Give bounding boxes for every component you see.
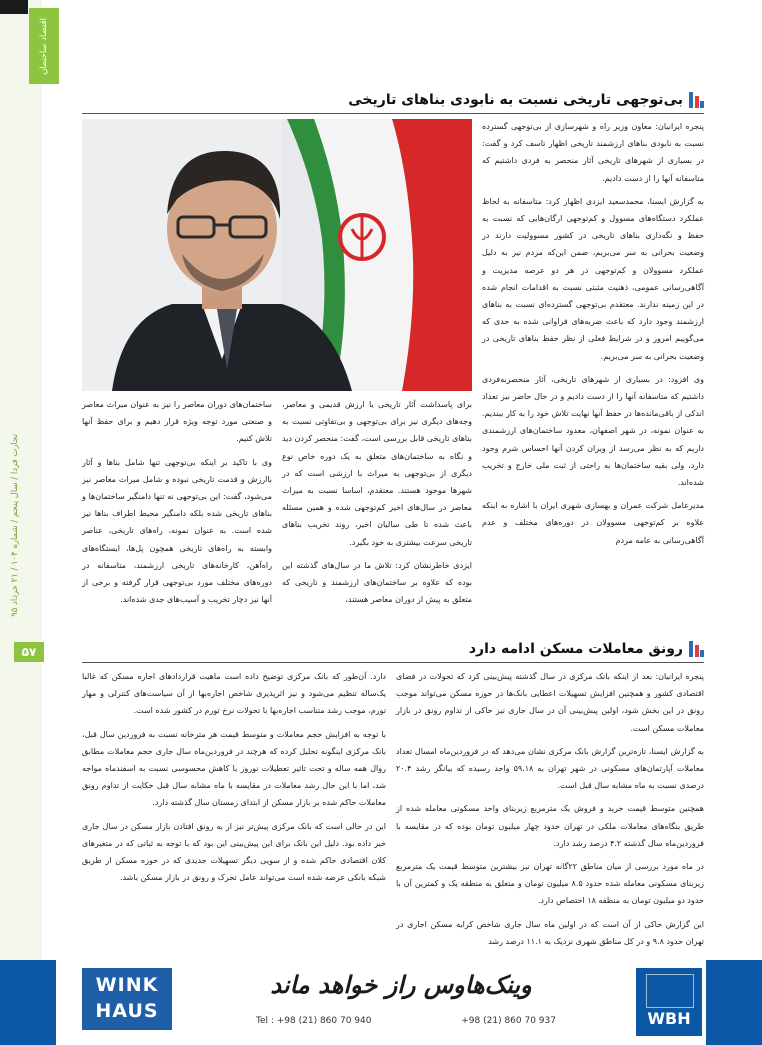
article1-photo (82, 119, 472, 391)
article1-paragraph: ساختمان‌های دوران معاصر را نیز به عنوان میراث معاصر و صنعتی مورد توجه ویژه قرار دهیم و برای حفظ آنها تلاش کنیم. (82, 400, 272, 444)
page-number: ۵۷ (14, 642, 44, 662)
article1-paragraph: برای پاسداشت آثار تاریخی یا ارزش قدیمی و معاصر، وجه‌های دیگری نیز برای بی‌توجهی و بی‌تفاوتی نسبت به بناهای تاریخی قابل بررسی است، گفت: منحصر کردن دید و نگاه به ساختمان‌های متعلق به یک دوره خاص نوع دیگری از بی‌توجهی به میراث با ارزشی است که در شهرها موجود هستند. معتقدم، اساسا نسبت به میراث معاصر در سال‌های اخیر کم‌توجهی شده و همین مسئله باعث شده تا طی سالیان اخیر، روند تخریب بناهای تاریخی سرعت بیشتری به خود بگیرد. (282, 400, 472, 547)
wbh-logo-label: WBH (647, 1009, 691, 1028)
article2-paragraph: به گزارش ایسنا، تازه‌ترین گزارش بانک مرکزی نشان می‌دهد که در فروردین‌ماه امسال تعداد معاملات آپارتمان‌های مسکونی در شهر تهران به ۵۹.۱۸ واحد رسیده که بیانگر رشد ۲۰.۴ درصدی نسبت به ماه مشابه سال قبل است. (396, 746, 705, 791)
issue-meta (6, 420, 24, 630)
ad-slogan: وینک‌هاوس راز خواهد ماند (270, 970, 532, 999)
article2-column-left (82, 668, 386, 892)
article2-paragraph: در ماه مورد بررسی از میان مناطق ۲۲گانه تهران نیز بیشترین متوسط قیمت یک مترمربع زیربنای مسکونی معامله شده حدود ۸.۵ میلیون تومان و متعلق به منطقه یک و کمترین آن با حدود دو میلیون تومان به منطقه ۱۸ اختصاص دارد. (396, 862, 704, 906)
window-grid-icon (646, 974, 694, 1008)
article1-paragraph: پنجره ایرانیان: معاون وزیر راه و شهرسازی از بی‌توجهی گسترده نسبت به نابودی بناهای ارزشمند تاریخی اظهار تاسف کرد و گفت: در بسیاری از شهرهای تاریخی آثار منحصر به فردی داشتیم که متاسفانه آنها را از دست دادیم. (482, 122, 704, 183)
ad-phone-numbers (256, 1016, 556, 1026)
article1-paragraph: وی با تاکید بر اینکه بی‌توجهی تنها شامل بناها و آثار باارزش و قدمت تاریخی نبوده و شامل میراث معاصر نیز می‌شود، گفت: این بی‌توجهی نه تنها دامنگیر ساختمان‌ها و بناهای تاریخی شده بلکه دامنگیر محیط اطراف بناها نیز شده است. به عنوان نمونه، راه‌های تاریخی، عناصر وابسته به راه‌های تاریخی همچون پل‌ها، ایستگاه‌های راه‌آهن، کارخانه‌های تاریخی ارزشمند، متاسفانه در دوره‌های مختلف مورد بی‌توجهی قرار گرفته و برخی از آنها نیز دچار تخریب و آسیب‌های جدی شده‌اند. (82, 457, 272, 605)
footer-advertisement (0, 960, 762, 1045)
article1-headline (348, 92, 704, 108)
article1-paragraph: ایزدی خاطرنشان کرد: تلاش ما در سال‌های گذشته این بوده که علاوه بر ساختمان‌های ارزشمند و تاریخی که متعلق به پیش از دوران معاصر هستند، (282, 560, 472, 605)
article1-title: بی‌توجهی تاریخی نسبت به نابودی بناهای تاریخی (348, 92, 683, 108)
article2-column-right (396, 668, 704, 956)
bar-chart-icon (689, 641, 704, 657)
article1-column-left (82, 396, 272, 614)
article2-title: رونق معاملات مسکن ادامه دارد (468, 641, 683, 657)
corner-tab (0, 0, 28, 14)
article1-column-right (482, 118, 704, 555)
article2-rule (82, 662, 704, 663)
article1-column-middle (282, 396, 472, 614)
article1-paragraph: مدیرعامل شرکت عمران و بهسازی شهری ایران با اشاره به اینکه علاوه بر کم‌توجهی مسوولان در دوره‌های مختلف و عدم آگاهی‌رسانی به عامه مردم (482, 501, 704, 545)
winkhaus-logo: WINK HAUS (82, 968, 172, 1030)
article2-paragraph: این گزارش حاکی از آن است که در اولین ماه سال جاری شاخص کرایه مسکن اجاری در تهران حدود ۹.۸ و در کل مناطق شهری نزدیک به ۱۱.۱ درصد رشد (396, 919, 704, 946)
ad-phone-1: Tel : +98 (21) 860 70 940 (256, 1016, 372, 1026)
portrait-illustration (82, 119, 472, 391)
ad-phone-2: +98 (21) 860 70 937 (461, 1016, 556, 1026)
article2-headline (469, 641, 704, 657)
article2-paragraph: دارد. آن‌طور که بانک مرکزی توضیح داده است ماهیت قراردادهای اجاره مسکن که غالبا یک‌ساله تنظیم می‌شود و نیز اثرپذیری شاخص اجاره‌بها از آن سیاست‌های کنترلی و مهار تورم، موجب رشد متناسب اجاره‌بها با تحولات نرخ تورم در کشور شده است. (82, 672, 386, 716)
bar-chart-icon (689, 92, 704, 108)
section-tag-label: اقتصاد ساختمان (39, 17, 49, 75)
article2-paragraph: همچنین متوسط قیمت خرید و فروش یک مترمربع زیربنای واحد مسکونی معامله شده از طریق بنگاه‌های معاملات ملکی در تهران حدود چهار میلیون تومان بوده که در مقایسه با فروردین‌ماه سال گذشته ۴.۲ درصد رشد دارد. (396, 804, 704, 848)
article2-paragraph: با توجه به افزایش حجم معاملات و متوسط قیمت هر مترخانه نسبت به فروردین سال قبل، بانک مرکزی اینگونه تحلیل کرده که هرچند در فروردین‌ماه سال جاری حجم معاملات مطابق روال همه ساله و تحت تاثیر تعطیلات نوروز با کاهش محسوسی نسبت به اسفندماه مواجه شد، اما با این حال رشد معاملات در مقایسه با ماه مشابه سال قبل حکایت از تداوم رونق معاملات حاکم شده بر بازار مسکن از ابتدای زمستان سال گذشته دارد. (82, 729, 386, 808)
wbh-logo (634, 966, 704, 1038)
issue-meta-label: تجارت فردا / سال پنجم / شماره ۱۰۴ / ۲۱ خرداد ۹۵ (10, 433, 20, 617)
ad-panel (56, 960, 706, 1045)
article2-paragraph: پنجره ایرانیان: بعد از اینکه بانک مرکزی در سال گذشته پیش‌بینی کرد که تحولات در فضای اقتصادی کشور و همچنین افزایش تسهیلات اعطایی بانک‌ها در حوزه مسکن می‌تواند موجب رونق در این بخش شود، اولین پیش‌بینی آن در سال جاری نیز حاکی از تداوم رونق در بازار معاملات مسکن است. (396, 672, 704, 733)
article2-paragraph: این در حالی است که بانک مرکزی پیش‌تر نیز از به رونق افتادن بازار مسکن در سال جاری خبر داده بود. دلیل این بانک برای این پیش‌بینی این بود که با توجه به ثباتی که در متغیرهای کلان اقتصادی حاکم شده و از سویی دیگر تسهیلات جدیدی که در حوزه مسکن از طریق شبکه بانکی عرضه شده است می‌تواند عامل تحرک و رونق در بازار مسکن باشد. (82, 821, 386, 883)
section-tag (29, 8, 59, 84)
article1-paragraph: به گزارش ایسنا، محمدسعید ایزدی اظهار کرد: متاسفانه به لحاظ عملکرد دستگاه‌های مسوول و کم‌توجهی ارگان‌هایی که نسبت به حفظ و نگه‌داری بناهای تاریخی در کشور مسوولیت دارند در وضعیت بحرانی به سر می‌بریم، ضمن این‌که مردم نیز به دلیل عملکرد مسوولان و کم‌توجهی در هر دو عرصه مدیریت و آگاهی‌رسانی عمومی، ذهنیت مثبتی نسبت به اقدامات انجام شده در این زمینه ندارند. معتقدم بی‌توجهی گسترده‌ای نسبت به بناهای ارزشمند وجود دارد که باعث ضربه‌های فراوانی شده به حدی که می‌گوییم امروز و در شرایط فعلی از نظر حفظ بناهای تاریخی در وضعیت بحرانی به سر می‌بریم. (482, 196, 704, 361)
article1-paragraph: وی افزود: در بسیاری از شهرهای تاریخی، آثار منحصر‌به‌فردی داشتیم که متاسفانه آنها را از دست دادیم و در حال حاضر نیز تعداد اندکی از باقی‌مانده‌ها در حفظ آنها نهایت تلاش خود را به کار ببندیم. به عنوان نمونه، در شهر اصفهان، معدود ساختمان‌های ارزشمندی داریم که به نظر می‌رسد از ویران کردن آنها احساس شرم وجود دارد، ولی بقیه ساختمان‌ها به راحتی از ثبت ملی خارج و تخریب شده‌اند. (482, 374, 704, 488)
article1-rule (82, 113, 704, 114)
